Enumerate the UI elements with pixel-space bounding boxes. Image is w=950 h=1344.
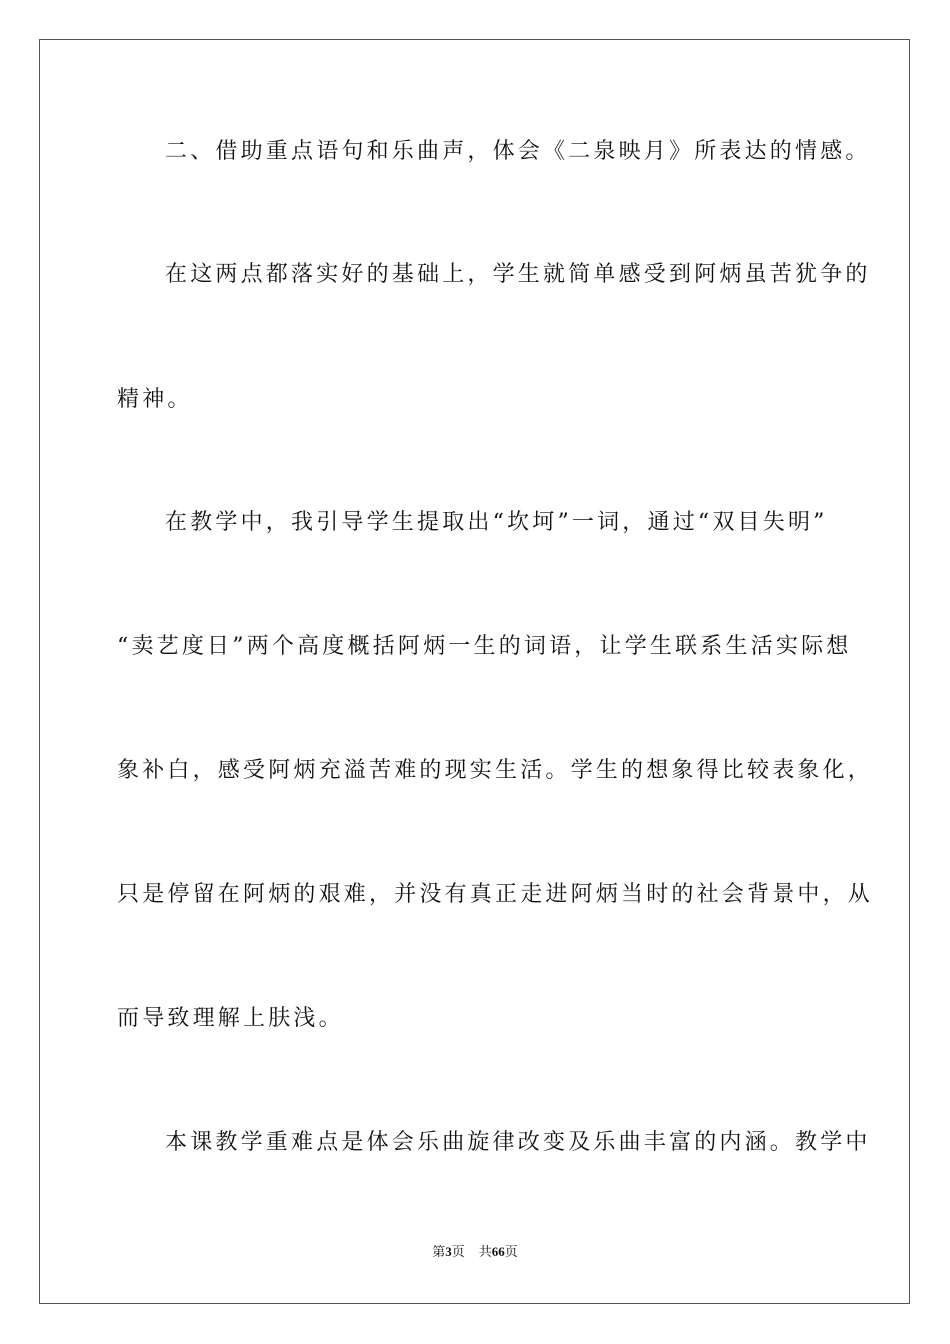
page-suffix: 页 bbox=[451, 1244, 465, 1259]
paragraph-line: 本课教学重难点是体会乐曲旋律改变及乐曲丰富的内涵。教学中 bbox=[165, 1130, 871, 1155]
paragraph-line: 在这两点都落实好的基础上，学生就简单感受到阿炳虽苦犹争的 bbox=[165, 262, 871, 287]
paragraph-line: “卖艺度日”两个高度概括阿炳一生的词语，让学生联系生活实际想 bbox=[117, 634, 852, 659]
total-prefix: 共 bbox=[478, 1244, 492, 1259]
total-suffix: 页 bbox=[504, 1244, 518, 1259]
page-frame bbox=[39, 39, 910, 1304]
paragraph-line: 而导致理解上肤浅。 bbox=[117, 1006, 344, 1031]
total-page-count: 66 bbox=[491, 1244, 505, 1259]
paragraph-line: 只是停留在阿炳的艰难，并没有真正走进阿炳当时的社会背景中，从 bbox=[117, 882, 874, 907]
paragraph-line: 二、借助重点语句和乐曲声，体会《二泉映月》所表达的情感。 bbox=[165, 139, 871, 164]
page-footer bbox=[0, 1243, 950, 1261]
paragraph-line: 精神。 bbox=[117, 387, 193, 412]
page-prefix: 第 bbox=[432, 1244, 446, 1259]
paragraph-line: 在教学中，我引导学生提取出“坎坷”一词，通过“双目失明” bbox=[165, 510, 828, 535]
paragraph-line: 象补白，感受阿炳充溢苦难的现实生活。学生的想象得比较表象化， bbox=[117, 758, 874, 783]
current-page-number: 3 bbox=[445, 1244, 452, 1259]
